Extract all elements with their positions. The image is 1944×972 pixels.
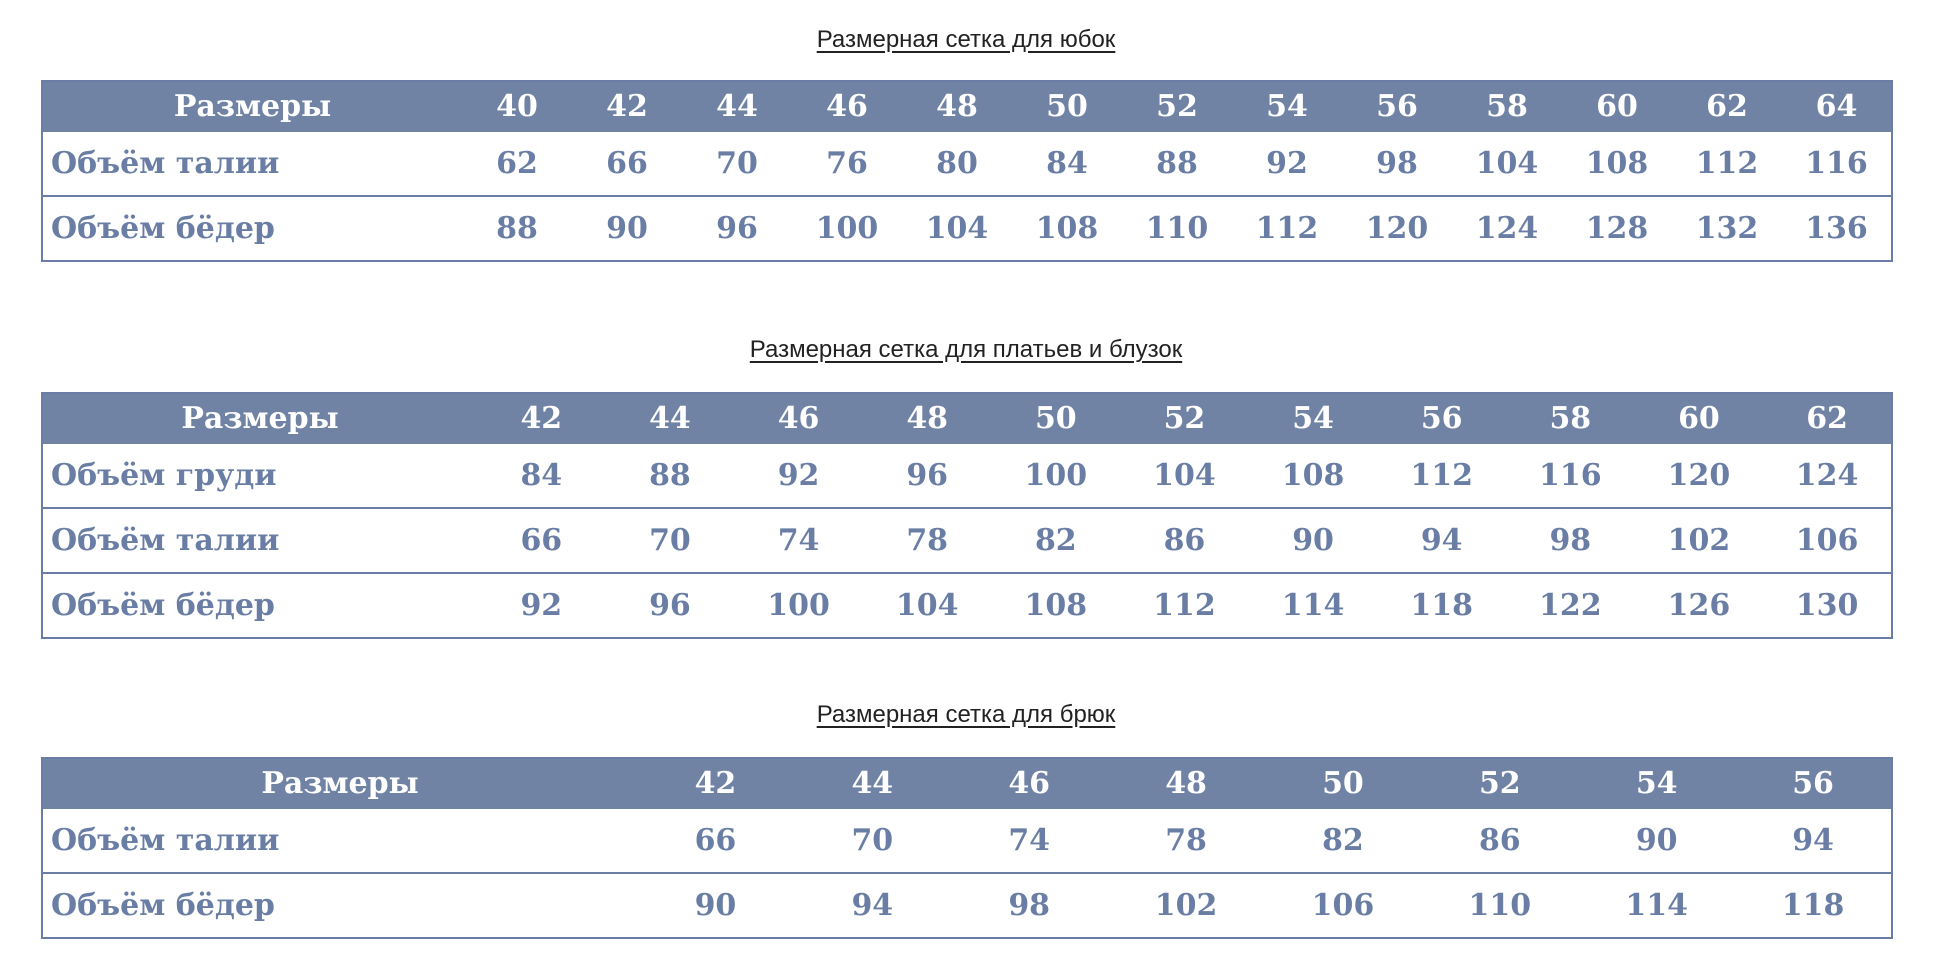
size-header-cell: 46 (951, 758, 1108, 809)
measurement-value-cell: 108 (1562, 132, 1672, 196)
measurement-value-cell: 66 (477, 508, 606, 573)
measurement-value-cell: 108 (1024, 588, 1088, 623)
measurement-value-cell: 92 (734, 444, 863, 508)
measurement-value-cell: 112 (1153, 588, 1216, 623)
size-header-cell: 48 (902, 81, 1012, 132)
size-header-cell: 44 (606, 393, 735, 444)
size-header-cell: 62 (1672, 81, 1782, 132)
measurement-value-cell: 90 (1578, 809, 1735, 873)
measurement-value-cell: 108 (1249, 444, 1378, 508)
size-header-cell: 50 (1012, 81, 1122, 132)
measurement-value-cell: 92 (1232, 132, 1342, 196)
measurement-value-cell: 74 (734, 508, 863, 573)
measurement-value-cell: 82 (1265, 809, 1422, 873)
size-header-cell: 56 (1342, 81, 1452, 132)
measurement-value-cell: 118 (1410, 588, 1473, 623)
table-row (42, 444, 1892, 508)
measurement-label: Объём бёдер (51, 211, 275, 246)
table-row (42, 573, 1892, 638)
measurement-value-cell: 126 (1667, 588, 1731, 623)
measurement-value-cell: 62 (462, 132, 572, 196)
size-header-cell: 50 (1265, 758, 1422, 809)
measurement-value-cell: 104 (925, 211, 989, 246)
size-header-cell: 58 (1452, 81, 1562, 132)
header-row (42, 81, 1892, 132)
header-label-sizes: Размеры (42, 393, 477, 444)
measurement-value-cell: 70 (794, 809, 951, 873)
measurement-value-cell: 114 (1625, 888, 1688, 923)
table-row (42, 508, 1892, 573)
size-header-cell: 44 (794, 758, 951, 809)
dress-size-table (41, 392, 1893, 639)
measurement-value-cell: 66 (637, 809, 794, 873)
measurement-value-cell: 118 (1781, 888, 1845, 923)
measurement-value-cell: 104 (1120, 444, 1249, 508)
size-header-cell: 54 (1249, 393, 1378, 444)
size-header-cell: 58 (1506, 393, 1635, 444)
measurement-value-cell: 124 (1475, 211, 1539, 246)
measurement-value-cell: 86 (1120, 508, 1249, 573)
header-row (42, 758, 1892, 809)
measurement-value-cell: 100 (815, 211, 879, 246)
size-header-cell: 56 (1377, 393, 1506, 444)
measurement-value-cell: 128 (1585, 211, 1649, 246)
size-header-cell: 48 (863, 393, 992, 444)
size-header-cell: 44 (682, 81, 792, 132)
measurement-value-cell: 124 (1763, 444, 1892, 508)
measurement-value-cell: 74 (951, 809, 1108, 873)
measurement-value-cell: 78 (1108, 809, 1265, 873)
skirt-size-table (41, 80, 1893, 262)
measurement-value-cell: 136 (1805, 211, 1868, 246)
measurement-value-cell: 92 (520, 588, 563, 623)
measurement-value-cell: 88 (1122, 132, 1232, 196)
measurement-value-cell: 80 (902, 132, 1012, 196)
measurement-value-cell: 98 (1008, 888, 1051, 923)
measurement-value-cell: 112 (1255, 211, 1319, 246)
measurement-value-cell: 86 (1421, 809, 1578, 873)
measurement-value-cell: 122 (1539, 588, 1602, 623)
measurement-value-cell: 112 (1377, 444, 1506, 508)
table-row (42, 132, 1892, 196)
table-row (42, 873, 1892, 938)
trousers-table-title: Размерная сетка для брюк (816, 701, 1116, 728)
measurement-value-cell: 88 (606, 444, 735, 508)
measurement-value-cell: 90 (694, 888, 737, 923)
measurement-value-cell: 94 (851, 888, 894, 923)
size-header-cell: 52 (1120, 393, 1249, 444)
measurement-value-cell: 102 (1635, 508, 1764, 573)
measurement-value-cell: 110 (1468, 888, 1532, 923)
measurement-value-cell: 100 (992, 444, 1121, 508)
measurement-value-cell: 100 (767, 588, 830, 623)
measurement-value-cell: 102 (1154, 888, 1218, 923)
measurement-value-cell: 116 (1506, 444, 1635, 508)
measurement-value-cell: 104 (1452, 132, 1562, 196)
measurement-value-cell: 98 (1342, 132, 1452, 196)
measurement-value-cell: 66 (572, 132, 682, 196)
header-row (42, 393, 1892, 444)
size-header-cell: 54 (1578, 758, 1735, 809)
measurement-value-cell: 98 (1506, 508, 1635, 573)
size-header-cell: 42 (477, 393, 606, 444)
measurement-value-cell: 116 (1782, 132, 1892, 196)
measurement-value-cell: 120 (1635, 444, 1764, 508)
size-header-cell: 60 (1562, 81, 1672, 132)
measurement-value-cell: 104 (895, 588, 959, 623)
size-header-cell: 46 (734, 393, 863, 444)
measurement-value-cell: 94 (1735, 809, 1892, 873)
measurement-value-cell: 76 (792, 132, 902, 196)
size-header-cell: 62 (1763, 393, 1892, 444)
size-header-cell: 42 (637, 758, 794, 809)
measurement-label: Объём талии (42, 132, 462, 196)
size-header-cell: 54 (1232, 81, 1342, 132)
table-row (42, 196, 1892, 261)
measurement-value-cell: 114 (1281, 588, 1345, 623)
trousers-size-table (41, 757, 1893, 939)
measurement-value-cell: 88 (496, 211, 538, 246)
measurement-label: Объём талии (42, 809, 637, 873)
size-header-cell: 56 (1735, 758, 1892, 809)
measurement-value-cell: 120 (1365, 211, 1429, 246)
measurement-value-cell: 84 (1012, 132, 1122, 196)
measurement-value-cell: 84 (477, 444, 606, 508)
measurement-value-cell: 110 (1145, 211, 1209, 246)
measurement-value-cell: 82 (992, 508, 1121, 573)
measurement-value-cell: 78 (863, 508, 992, 573)
measurement-label: Объём груди (42, 444, 477, 508)
size-header-cell: 52 (1421, 758, 1578, 809)
table-row (42, 809, 1892, 873)
measurement-value-cell: 90 (1249, 508, 1378, 573)
measurement-value-cell: 108 (1035, 211, 1099, 246)
size-header-cell: 64 (1782, 81, 1892, 132)
measurement-value-cell: 70 (682, 132, 792, 196)
measurement-value-cell: 112 (1672, 132, 1782, 196)
size-header-cell: 52 (1122, 81, 1232, 132)
size-header-cell: 42 (572, 81, 682, 132)
measurement-value-cell: 96 (716, 211, 758, 246)
measurement-value-cell: 106 (1763, 508, 1892, 573)
measurement-value-cell: 106 (1311, 888, 1375, 923)
measurement-value-cell: 132 (1695, 211, 1759, 246)
measurement-value-cell: 94 (1377, 508, 1506, 573)
measurement-value-cell: 96 (649, 588, 691, 623)
measurement-value-cell: 96 (863, 444, 992, 508)
measurement-value-cell: 90 (606, 211, 648, 246)
measurement-label: Объём талии (42, 508, 477, 573)
measurement-label: Объём бёдер (51, 888, 275, 923)
header-label-sizes: Размеры (42, 758, 637, 809)
size-header-cell: 48 (1108, 758, 1265, 809)
measurement-value-cell: 130 (1795, 588, 1859, 623)
header-label-sizes: Размеры (42, 81, 462, 132)
dress-table-title: Размерная сетка для платьев и блузок (749, 336, 1183, 363)
size-header-cell: 50 (992, 393, 1121, 444)
size-header-cell: 40 (462, 81, 572, 132)
measurement-value-cell: 70 (606, 508, 735, 573)
measurement-label: Объём бёдер (51, 588, 275, 623)
skirt-table-title: Размерная сетка для юбок (816, 26, 1116, 53)
size-header-cell: 46 (792, 81, 902, 132)
size-header-cell: 60 (1635, 393, 1764, 444)
